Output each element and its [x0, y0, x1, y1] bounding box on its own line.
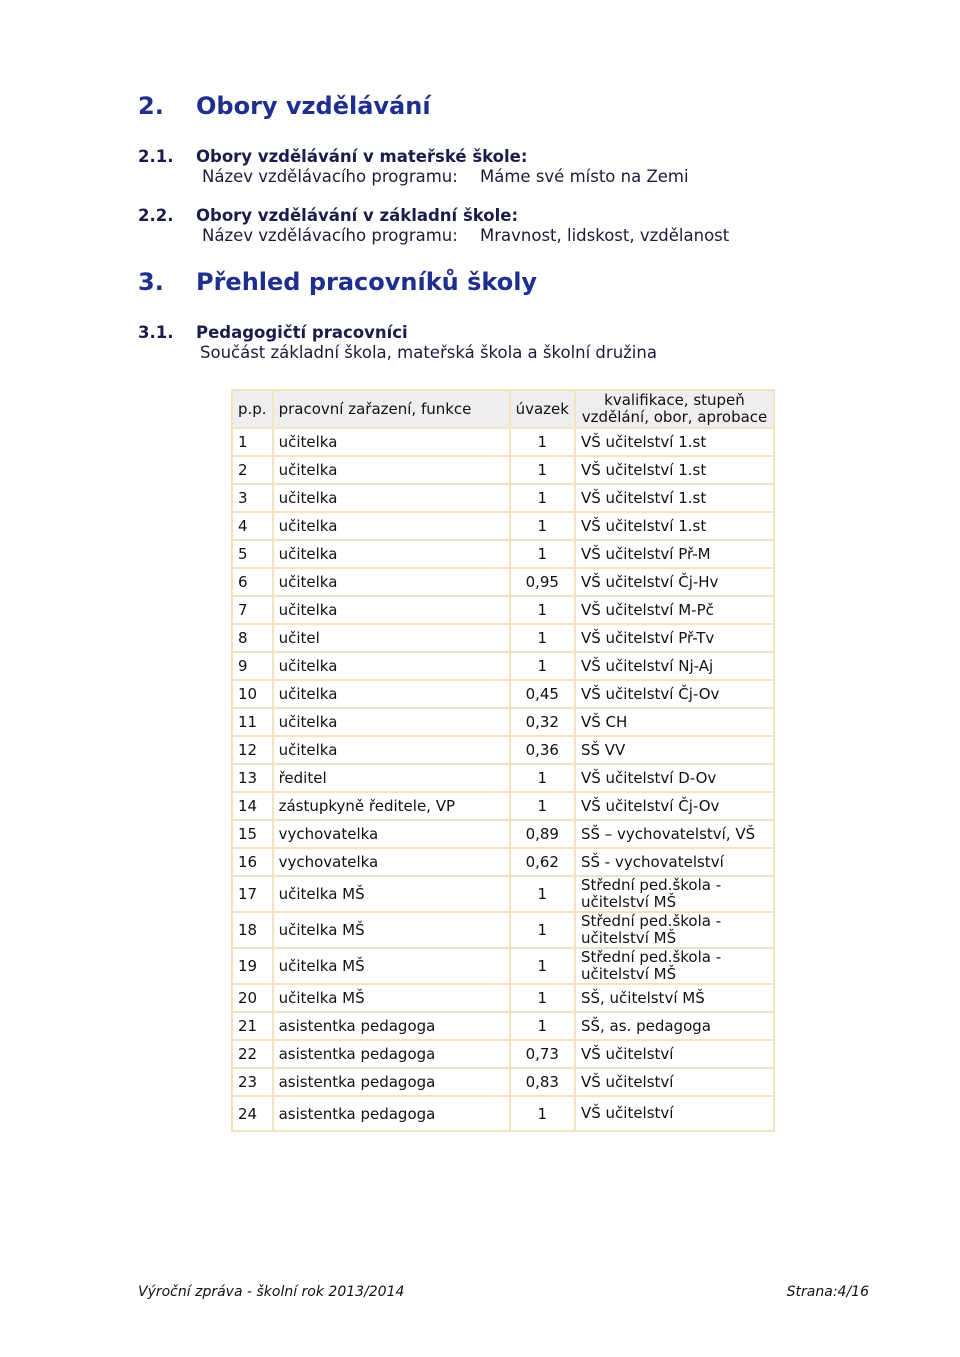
row-workload: 1 [510, 876, 575, 912]
table-row [232, 652, 774, 680]
table-row [232, 1068, 774, 1096]
row-number: 20 [232, 984, 273, 1012]
program-label: Název vzdělávacího programu: [202, 167, 458, 186]
row-qualification: SŠ – vychovatelství, VŠ [575, 820, 774, 848]
footer-page-number: Strana:4/16 [786, 1284, 869, 1300]
header-workload: úvazek [510, 390, 575, 428]
row-function: ředitel [273, 764, 510, 792]
table-row [232, 428, 774, 456]
program-value: Mravnost, lidskost, vzdělanost [480, 226, 730, 245]
row-number: 11 [232, 708, 273, 736]
table-row [232, 1040, 774, 1068]
table-row [232, 512, 774, 540]
row-function: učitelka MŠ [273, 984, 510, 1012]
row-number: 12 [232, 736, 273, 764]
row-function: učitelka [273, 456, 510, 484]
row-workload: 1 [510, 1096, 575, 1131]
program-label: Název vzdělávacího programu: [202, 226, 458, 245]
row-workload: 1 [510, 596, 575, 624]
row-qualification: VŠ CH [575, 708, 774, 736]
row-number: 4 [232, 512, 273, 540]
row-function: asistentka pedagoga [273, 1012, 510, 1040]
row-number: 21 [232, 1012, 273, 1040]
row-workload: 0,83 [510, 1068, 575, 1096]
row-workload: 0,73 [510, 1040, 575, 1068]
section-3-1-subtitle: Součást základní škola, mateřská škola a školní družina [200, 343, 657, 362]
table-row [232, 912, 774, 948]
row-workload: 0,32 [510, 708, 575, 736]
table-row [232, 484, 774, 512]
table-row [232, 1012, 774, 1040]
row-function: učitelka MŠ [273, 876, 510, 912]
program-name-zs [202, 226, 730, 245]
table-row [232, 792, 774, 820]
row-number: 22 [232, 1040, 273, 1068]
table-row [232, 708, 774, 736]
program-name-ms [202, 167, 689, 186]
row-qualification: VŠ učitelství Př-Tv [575, 624, 774, 652]
table-row [232, 568, 774, 596]
table-row [232, 624, 774, 652]
row-qualification: VŠ učitelství [575, 1096, 774, 1131]
header-qualification: kvalifikace, stupeň vzdělání, obor, aprobace [575, 390, 774, 428]
table-row [232, 820, 774, 848]
table-header-row [232, 390, 774, 428]
row-number: 24 [232, 1096, 273, 1131]
row-function: vychovatelka [273, 848, 510, 876]
row-qualification: VŠ učitelství Př-M [575, 540, 774, 568]
row-function: učitelka [273, 680, 510, 708]
table-row [232, 876, 774, 912]
row-number: 9 [232, 652, 273, 680]
row-qualification: VŠ učitelství M-Pč [575, 596, 774, 624]
row-qualification: VŠ učitelství Čj-Ov [575, 792, 774, 820]
row-function: učitelka [273, 568, 510, 596]
row-qualification: Střední ped.škola - učitelství MŠ [575, 948, 774, 984]
row-number: 15 [232, 820, 273, 848]
row-function: učitelka [273, 484, 510, 512]
row-number: 13 [232, 764, 273, 792]
row-qualification: VŠ učitelství Čj-Ov [575, 680, 774, 708]
staff-table-body [232, 428, 774, 1131]
row-qualification: VŠ učitelství Čj-Hv [575, 568, 774, 596]
row-qualification: VŠ učitelství 1.st [575, 484, 774, 512]
table-row [232, 848, 774, 876]
row-workload: 0,62 [510, 848, 575, 876]
row-function: učitelka [273, 428, 510, 456]
row-number: 23 [232, 1068, 273, 1096]
row-function: zástupkyně ředitele, VP [273, 792, 510, 820]
row-number: 1 [232, 428, 273, 456]
row-function: učitelka [273, 652, 510, 680]
row-function: učitelka [273, 596, 510, 624]
row-qualification: Střední ped.škola - učitelství MŠ [575, 876, 774, 912]
row-qualification: VŠ učitelství D-Ov [575, 764, 774, 792]
row-function: učitelka [273, 708, 510, 736]
row-function: asistentka pedagoga [273, 1096, 510, 1131]
table-row [232, 764, 774, 792]
row-qualification: VŠ učitelství [575, 1040, 774, 1068]
row-workload: 0,36 [510, 736, 575, 764]
row-workload: 1 [510, 984, 575, 1012]
staff-table [231, 389, 775, 1132]
row-qualification: VŠ učitelství [575, 1068, 774, 1096]
table-row [232, 948, 774, 984]
row-workload: 1 [510, 484, 575, 512]
row-qualification: SŠ - vychovatelství [575, 848, 774, 876]
table-row [232, 984, 774, 1012]
row-workload: 0,89 [510, 820, 575, 848]
row-function: učitelka [273, 540, 510, 568]
row-number: 3 [232, 484, 273, 512]
row-number: 2 [232, 456, 273, 484]
row-number: 19 [232, 948, 273, 984]
row-number: 18 [232, 912, 273, 948]
row-qualification: SŠ VV [575, 736, 774, 764]
row-workload: 1 [510, 512, 575, 540]
row-number: 7 [232, 596, 273, 624]
row-function: učitelka [273, 736, 510, 764]
row-function: vychovatelka [273, 820, 510, 848]
table-row [232, 1096, 774, 1131]
row-number: 6 [232, 568, 273, 596]
row-qualification: SŠ, as. pedagoga [575, 1012, 774, 1040]
row-workload: 1 [510, 456, 575, 484]
header-function: pracovní zařazení, funkce [273, 390, 510, 428]
footer-report-title: Výroční zpráva - školní rok 2013/2014 [138, 1284, 405, 1300]
row-workload: 1 [510, 652, 575, 680]
row-qualification: VŠ učitelství 1.st [575, 512, 774, 540]
row-workload: 1 [510, 428, 575, 456]
row-number: 8 [232, 624, 273, 652]
row-number: 14 [232, 792, 273, 820]
table-row [232, 456, 774, 484]
table-row [232, 736, 774, 764]
row-function: asistentka pedagoga [273, 1068, 510, 1096]
row-number: 17 [232, 876, 273, 912]
row-workload: 1 [510, 792, 575, 820]
row-function: učitelka [273, 512, 510, 540]
row-qualification: VŠ učitelství Nj-Aj [575, 652, 774, 680]
row-workload: 1 [510, 912, 575, 948]
row-workload: 1 [510, 540, 575, 568]
table-row [232, 596, 774, 624]
row-number: 16 [232, 848, 273, 876]
row-qualification: Střední ped.škola - učitelství MŠ [575, 912, 774, 948]
row-function: učitel [273, 624, 510, 652]
program-value: Máme své místo na Zemi [480, 167, 689, 186]
row-qualification: VŠ učitelství 1.st [575, 456, 774, 484]
row-function: učitelka MŠ [273, 912, 510, 948]
row-function: učitelka MŠ [273, 948, 510, 984]
row-workload: 1 [510, 1012, 575, 1040]
row-number: 5 [232, 540, 273, 568]
table-row [232, 540, 774, 568]
row-workload: 1 [510, 764, 575, 792]
row-workload: 1 [510, 948, 575, 984]
row-function: asistentka pedagoga [273, 1040, 510, 1068]
row-number: 10 [232, 680, 273, 708]
row-workload: 0,45 [510, 680, 575, 708]
header-pp: p.p. [232, 390, 273, 428]
row-workload: 1 [510, 624, 575, 652]
row-qualification: SŠ, učitelství MŠ [575, 984, 774, 1012]
row-qualification: VŠ učitelství 1.st [575, 428, 774, 456]
row-workload: 0,95 [510, 568, 575, 596]
table-row [232, 680, 774, 708]
